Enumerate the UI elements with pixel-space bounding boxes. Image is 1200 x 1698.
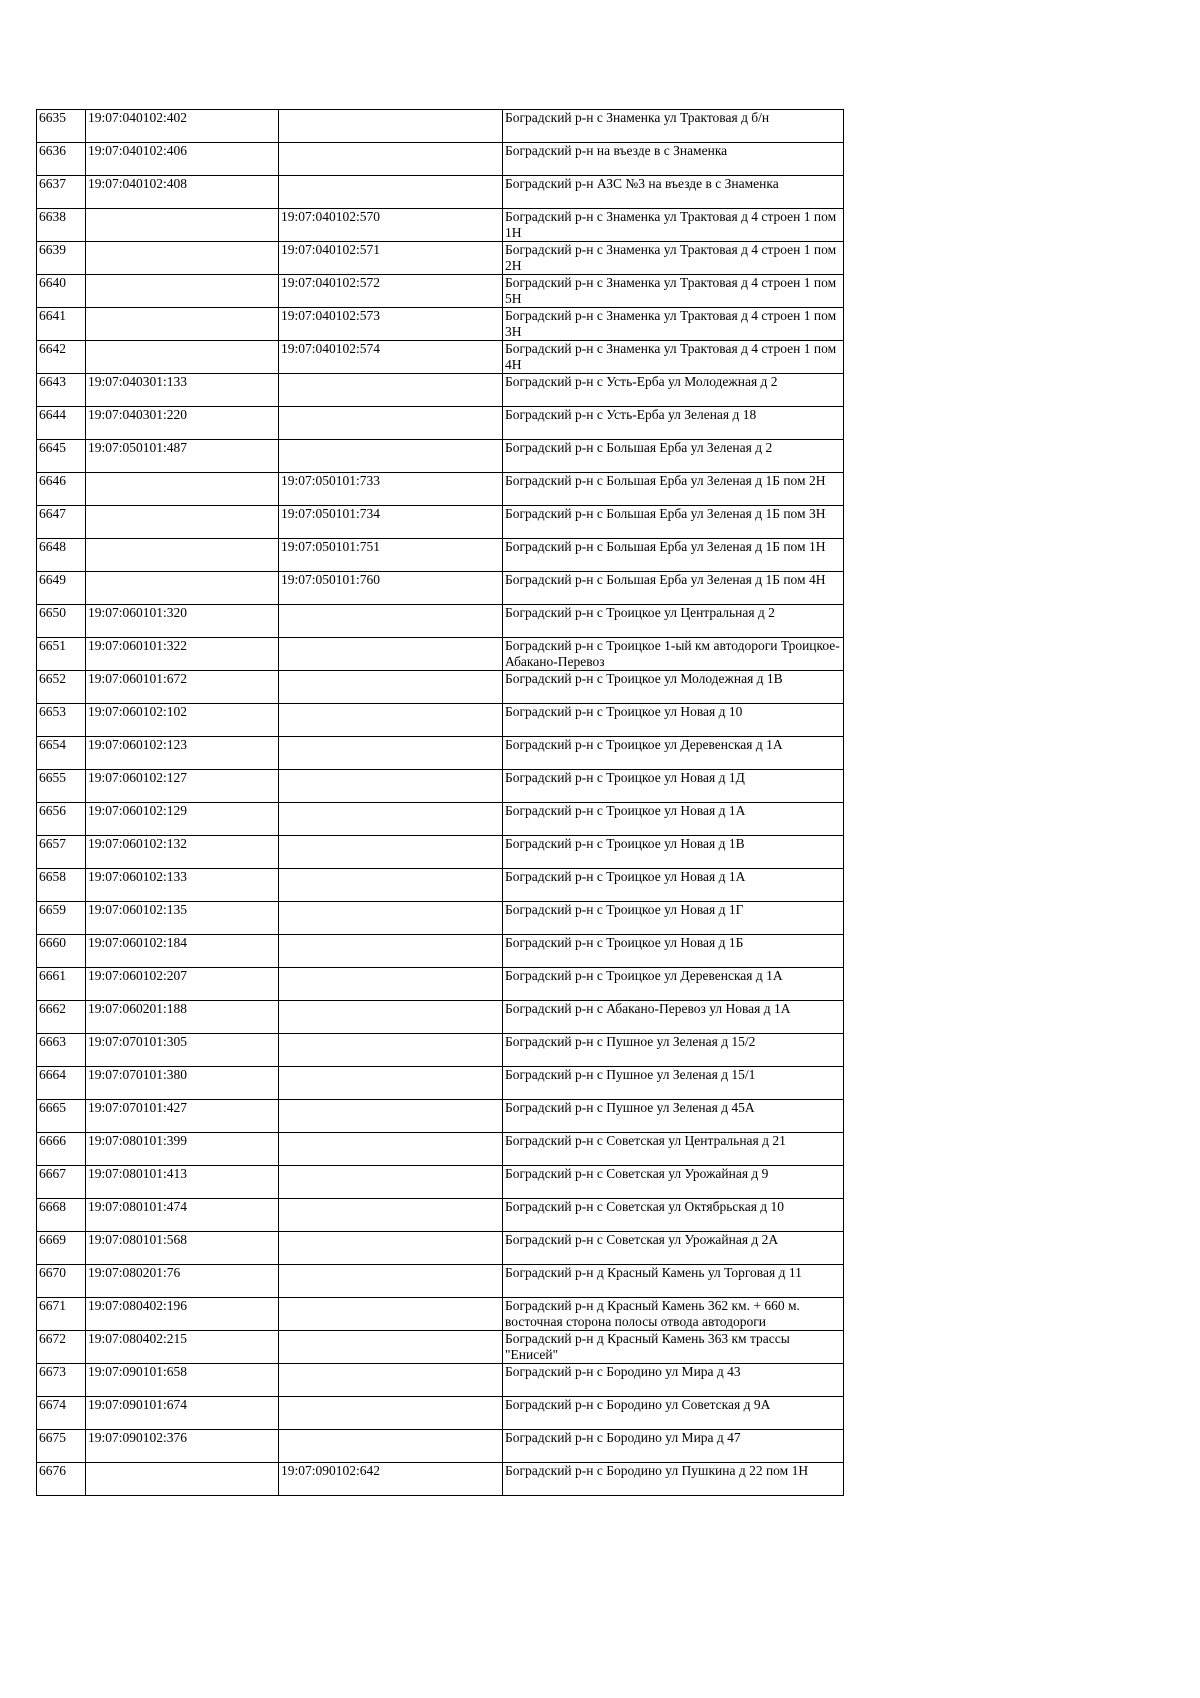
table-row	[37, 737, 844, 770]
row-number-cell: 6636	[37, 143, 86, 176]
premises-cadastral-number-cell	[279, 770, 503, 803]
row-number-cell: 6669	[37, 1232, 86, 1265]
premises-cadastral-number-cell	[279, 935, 503, 968]
cadastral-number-cell: 19:07:090101:674	[86, 1397, 279, 1430]
cadastral-number-cell: 19:07:060102:135	[86, 902, 279, 935]
row-number-cell: 6664	[37, 1067, 86, 1100]
premises-cadastral-number-cell	[279, 803, 503, 836]
premises-cadastral-number-cell: 19:07:050101:734	[279, 506, 503, 539]
address-cell: Боградский р-н с Троицкое ул Деревенская д 1А	[503, 968, 844, 1001]
address-cell: Боградский р-н с Советская ул Урожайная д 2А	[503, 1232, 844, 1265]
row-number-cell: 6652	[37, 671, 86, 704]
address-cell: Боградский р-н с Знаменка ул Трактовая д 4 строен 1 пом 5Н	[503, 275, 844, 308]
premises-cadastral-number-cell	[279, 1001, 503, 1034]
row-number-cell: 6676	[37, 1463, 86, 1496]
row-number-cell: 6660	[37, 935, 86, 968]
address-cell: Боградский р-н с Пушное ул Зеленая д 45А	[503, 1100, 844, 1133]
table-row	[37, 1265, 844, 1298]
row-number-cell: 6668	[37, 1199, 86, 1232]
address-cell: Боградский р-н с Большая Ерба ул Зеленая д 1Б пом 2Н	[503, 473, 844, 506]
address-cell: Боградский р-н с Троицкое ул Новая д 1А	[503, 869, 844, 902]
row-number-cell: 6642	[37, 341, 86, 374]
row-number-cell: 6672	[37, 1331, 86, 1364]
premises-cadastral-number-cell	[279, 1430, 503, 1463]
row-number-cell: 6674	[37, 1397, 86, 1430]
address-cell: Боградский р-н с Бородино ул Мира д 43	[503, 1364, 844, 1397]
row-number-cell: 6671	[37, 1298, 86, 1331]
address-cell: Боградский р-н с Большая Ерба ул Зеленая д 1Б пом 4Н	[503, 572, 844, 605]
premises-cadastral-number-cell	[279, 1166, 503, 1199]
premises-cadastral-number-cell	[279, 704, 503, 737]
table-row	[37, 1331, 844, 1364]
cadastral-number-cell	[86, 506, 279, 539]
cadastral-number-cell: 19:07:080101:568	[86, 1232, 279, 1265]
premises-cadastral-number-cell	[279, 1232, 503, 1265]
premises-cadastral-number-cell: 19:07:050101:760	[279, 572, 503, 605]
premises-cadastral-number-cell: 19:07:040102:570	[279, 209, 503, 242]
table-row	[37, 605, 844, 638]
row-number-cell: 6640	[37, 275, 86, 308]
table-row	[37, 572, 844, 605]
cadastral-number-cell	[86, 1463, 279, 1496]
table-row	[37, 341, 844, 374]
address-cell: Боградский р-н с Большая Ерба ул Зеленая д 2	[503, 440, 844, 473]
premises-cadastral-number-cell: 19:07:050101:751	[279, 539, 503, 572]
cadastral-number-cell	[86, 308, 279, 341]
cadastral-number-cell: 19:07:080101:413	[86, 1166, 279, 1199]
address-cell: Боградский р-н с Большая Ерба ул Зеленая д 1Б пом 3Н	[503, 506, 844, 539]
cadastral-number-cell: 19:07:050101:487	[86, 440, 279, 473]
address-cell: Боградский р-н с Пушное ул Зеленая д 15/2	[503, 1034, 844, 1067]
address-cell: Боградский р-н с Троицкое ул Новая д 1Д	[503, 770, 844, 803]
table-row	[37, 1100, 844, 1133]
table-row	[37, 242, 844, 275]
row-number-cell: 6635	[37, 110, 86, 143]
registry-table-body	[37, 110, 844, 1496]
premises-cadastral-number-cell	[279, 1133, 503, 1166]
row-number-cell: 6638	[37, 209, 86, 242]
row-number-cell: 6654	[37, 737, 86, 770]
address-cell: Боградский р-н с Троицкое ул Центральная д 2	[503, 605, 844, 638]
cadastral-number-cell	[86, 572, 279, 605]
table-row	[37, 1463, 844, 1496]
cadastral-number-cell: 19:07:090101:658	[86, 1364, 279, 1397]
premises-cadastral-number-cell	[279, 440, 503, 473]
table-row	[37, 902, 844, 935]
premises-cadastral-number-cell: 19:07:050101:733	[279, 473, 503, 506]
cadastral-number-cell: 19:07:060102:102	[86, 704, 279, 737]
premises-cadastral-number-cell	[279, 836, 503, 869]
address-cell: Боградский р-н с Троицкое ул Новая д 1Г	[503, 902, 844, 935]
row-number-cell: 6647	[37, 506, 86, 539]
row-number-cell: 6653	[37, 704, 86, 737]
address-cell: Боградский р-н на въезде в с Знаменка	[503, 143, 844, 176]
address-cell: Боградский р-н с Абакано-Перевоз ул Новая д 1А	[503, 1001, 844, 1034]
table-row	[37, 836, 844, 869]
premises-cadastral-number-cell	[279, 1298, 503, 1331]
row-number-cell: 6650	[37, 605, 86, 638]
premises-cadastral-number-cell	[279, 902, 503, 935]
premises-cadastral-number-cell	[279, 605, 503, 638]
premises-cadastral-number-cell	[279, 407, 503, 440]
table-row	[37, 1034, 844, 1067]
row-number-cell: 6661	[37, 968, 86, 1001]
address-cell: Боградский р-н с Троицкое ул Новая д 10	[503, 704, 844, 737]
address-cell: Боградский р-н с Троицкое ул Молодежная д 1В	[503, 671, 844, 704]
table-row	[37, 1430, 844, 1463]
table-row	[37, 869, 844, 902]
premises-cadastral-number-cell	[279, 1265, 503, 1298]
premises-cadastral-number-cell	[279, 638, 503, 671]
cadastral-number-cell: 19:07:060102:207	[86, 968, 279, 1001]
address-cell: Боградский р-н с Троицкое ул Новая д 1Б	[503, 935, 844, 968]
table-row	[37, 308, 844, 341]
table-row	[37, 1232, 844, 1265]
premises-cadastral-number-cell: 19:07:090102:642	[279, 1463, 503, 1496]
row-number-cell: 6657	[37, 836, 86, 869]
cadastral-number-cell: 19:07:090102:376	[86, 1430, 279, 1463]
cadastral-number-cell: 19:07:060101:320	[86, 605, 279, 638]
row-number-cell: 6655	[37, 770, 86, 803]
address-cell: Боградский р-н с Советская ул Октябрьская д 10	[503, 1199, 844, 1232]
cadastral-number-cell: 19:07:040301:220	[86, 407, 279, 440]
address-cell: Боградский р-н АЗС №3 на въезде в с Знаменка	[503, 176, 844, 209]
address-cell: Боградский р-н с Усть-Ерба ул Молодежная д 2	[503, 374, 844, 407]
cadastral-number-cell: 19:07:070101:427	[86, 1100, 279, 1133]
row-number-cell: 6656	[37, 803, 86, 836]
premises-cadastral-number-cell: 19:07:040102:572	[279, 275, 503, 308]
address-cell: Боградский р-н с Пушное ул Зеленая д 15/1	[503, 1067, 844, 1100]
cadastral-number-cell	[86, 539, 279, 572]
address-cell: Боградский р-н с Советская ул Центральная д 21	[503, 1133, 844, 1166]
table-row	[37, 176, 844, 209]
cadastral-number-cell: 19:07:040102:406	[86, 143, 279, 176]
table-row	[37, 638, 844, 671]
table-row	[37, 968, 844, 1001]
address-cell: Боградский р-н д Красный Камень ул Торговая д 11	[503, 1265, 844, 1298]
premises-cadastral-number-cell	[279, 869, 503, 902]
row-number-cell: 6663	[37, 1034, 86, 1067]
row-number-cell: 6637	[37, 176, 86, 209]
row-number-cell: 6666	[37, 1133, 86, 1166]
premises-cadastral-number-cell	[279, 968, 503, 1001]
cadastral-number-cell: 19:07:080402:196	[86, 1298, 279, 1331]
table-row	[37, 1397, 844, 1430]
table-row	[37, 1298, 844, 1331]
table-row	[37, 1364, 844, 1397]
premises-cadastral-number-cell: 19:07:040102:571	[279, 242, 503, 275]
address-cell: Боградский р-н д Красный Камень 363 км трассы "Енисей"	[503, 1331, 844, 1364]
premises-cadastral-number-cell	[279, 1034, 503, 1067]
address-cell: Боградский р-н с Троицкое ул Новая д 1В	[503, 836, 844, 869]
cadastral-number-cell	[86, 341, 279, 374]
cadastral-number-cell: 19:07:070101:305	[86, 1034, 279, 1067]
premises-cadastral-number-cell	[279, 1331, 503, 1364]
address-cell: Боградский р-н с Знаменка ул Трактовая д 4 строен 1 пом 4Н	[503, 341, 844, 374]
cadastral-number-cell: 19:07:060102:123	[86, 737, 279, 770]
cadastral-number-cell: 19:07:060101:322	[86, 638, 279, 671]
cadastral-number-cell: 19:07:060201:188	[86, 1001, 279, 1034]
table-row	[37, 1001, 844, 1034]
table-row	[37, 704, 844, 737]
row-number-cell: 6667	[37, 1166, 86, 1199]
premises-cadastral-number-cell	[279, 1067, 503, 1100]
premises-cadastral-number-cell	[279, 737, 503, 770]
row-number-cell: 6651	[37, 638, 86, 671]
cadastral-number-cell: 19:07:040301:133	[86, 374, 279, 407]
address-cell: Боградский р-н с Бородино ул Пушкина д 22 пом 1Н	[503, 1463, 844, 1496]
premises-cadastral-number-cell	[279, 176, 503, 209]
cadastral-number-cell: 19:07:080402:215	[86, 1331, 279, 1364]
cadastral-number-cell: 19:07:060101:672	[86, 671, 279, 704]
table-row	[37, 473, 844, 506]
cadastral-number-cell: 19:07:060102:132	[86, 836, 279, 869]
cadastral-number-cell: 19:07:040102:402	[86, 110, 279, 143]
row-number-cell: 6646	[37, 473, 86, 506]
premises-cadastral-number-cell	[279, 143, 503, 176]
cadastral-number-cell: 19:07:070101:380	[86, 1067, 279, 1100]
cadastral-number-cell	[86, 275, 279, 308]
address-cell: Боградский р-н с Большая Ерба ул Зеленая д 1Б пом 1Н	[503, 539, 844, 572]
premises-cadastral-number-cell	[279, 671, 503, 704]
row-number-cell: 6659	[37, 902, 86, 935]
table-row	[37, 1166, 844, 1199]
address-cell: Боградский р-н с Троицкое ул Новая д 1А	[503, 803, 844, 836]
address-cell: Боградский р-н с Троицкое 1-ый км автодороги Троицкое-Абакано-Перевоз	[503, 638, 844, 671]
address-cell: Боградский р-н с Усть-Ерба ул Зеленая д 18	[503, 407, 844, 440]
cadastral-number-cell: 19:07:080101:474	[86, 1199, 279, 1232]
row-number-cell: 6670	[37, 1265, 86, 1298]
premises-cadastral-number-cell	[279, 1100, 503, 1133]
table-row	[37, 1067, 844, 1100]
table-row	[37, 1133, 844, 1166]
table-row	[37, 440, 844, 473]
address-cell: Боградский р-н с Знаменка ул Трактовая д б/н	[503, 110, 844, 143]
premises-cadastral-number-cell: 19:07:040102:574	[279, 341, 503, 374]
table-row	[37, 143, 844, 176]
premises-cadastral-number-cell: 19:07:040102:573	[279, 308, 503, 341]
table-row	[37, 407, 844, 440]
cadastral-number-cell	[86, 473, 279, 506]
row-number-cell: 6641	[37, 308, 86, 341]
row-number-cell: 6665	[37, 1100, 86, 1133]
row-number-cell: 6662	[37, 1001, 86, 1034]
cadastral-number-cell: 19:07:040102:408	[86, 176, 279, 209]
address-cell: Боградский р-н с Знаменка ул Трактовая д 4 строен 1 пом 2Н	[503, 242, 844, 275]
address-cell: Боградский р-н с Троицкое ул Деревенская д 1А	[503, 737, 844, 770]
address-cell: Боградский р-н с Бородино ул Мира д 47	[503, 1430, 844, 1463]
row-number-cell: 6675	[37, 1430, 86, 1463]
table-row	[37, 110, 844, 143]
address-cell: Боградский р-н с Бородино ул Советская д 9А	[503, 1397, 844, 1430]
premises-cadastral-number-cell	[279, 374, 503, 407]
cadastral-number-cell: 19:07:060102:129	[86, 803, 279, 836]
registry-table	[36, 109, 844, 1496]
cadastral-number-cell: 19:07:080101:399	[86, 1133, 279, 1166]
cadastral-number-cell: 19:07:060102:127	[86, 770, 279, 803]
address-cell: Боградский р-н с Знаменка ул Трактовая д 4 строен 1 пом 3Н	[503, 308, 844, 341]
row-number-cell: 6643	[37, 374, 86, 407]
table-row	[37, 935, 844, 968]
table-row	[37, 374, 844, 407]
premises-cadastral-number-cell	[279, 110, 503, 143]
premises-cadastral-number-cell	[279, 1397, 503, 1430]
premises-cadastral-number-cell	[279, 1199, 503, 1232]
address-cell: Боградский р-н д Красный Камень 362 км. + 660 м. восточная сторона полосы отвода автодороги	[503, 1298, 844, 1331]
row-number-cell: 6644	[37, 407, 86, 440]
cadastral-number-cell: 19:07:060102:184	[86, 935, 279, 968]
cadastral-number-cell: 19:07:060102:133	[86, 869, 279, 902]
row-number-cell: 6639	[37, 242, 86, 275]
row-number-cell: 6658	[37, 869, 86, 902]
table-row	[37, 770, 844, 803]
cadastral-number-cell: 19:07:080201:76	[86, 1265, 279, 1298]
row-number-cell: 6648	[37, 539, 86, 572]
cadastral-number-cell	[86, 242, 279, 275]
table-row	[37, 671, 844, 704]
table-row	[37, 539, 844, 572]
row-number-cell: 6649	[37, 572, 86, 605]
table-row	[37, 209, 844, 242]
address-cell: Боградский р-н с Советская ул Урожайная д 9	[503, 1166, 844, 1199]
row-number-cell: 6645	[37, 440, 86, 473]
address-cell: Боградский р-н с Знаменка ул Трактовая д 4 строен 1 пом 1Н	[503, 209, 844, 242]
table-row	[37, 506, 844, 539]
row-number-cell: 6673	[37, 1364, 86, 1397]
table-row	[37, 275, 844, 308]
cadastral-number-cell	[86, 209, 279, 242]
table-row	[37, 1199, 844, 1232]
premises-cadastral-number-cell	[279, 1364, 503, 1397]
table-row	[37, 803, 844, 836]
